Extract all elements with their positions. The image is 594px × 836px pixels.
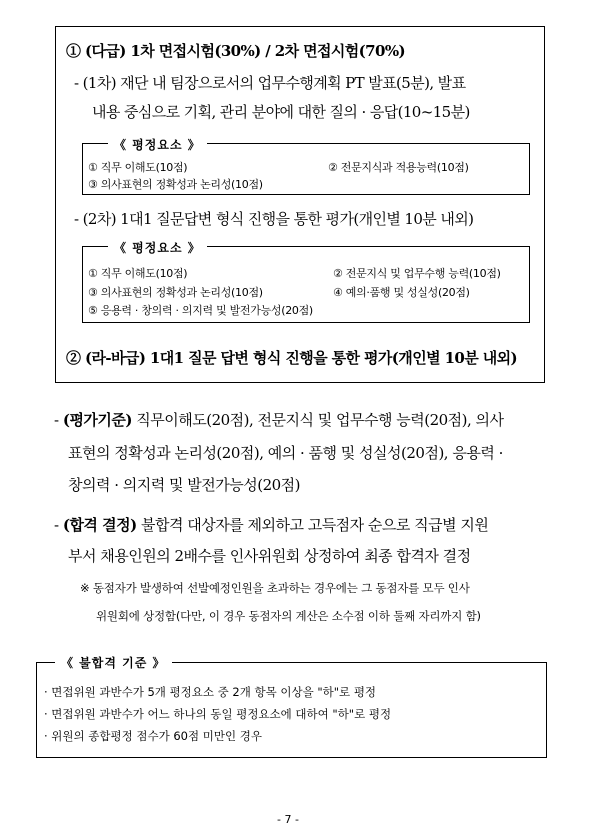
first-round-line2: 내용 중심으로 기획, 관리 분야에 대한 질의 · 응답(10~15분) (92, 103, 470, 121)
criteria1-item1: ① 직무 이해도(10점) (88, 161, 188, 174)
eval-label: (평가기준) (62, 411, 132, 429)
criteria1-item2: ② 전문지식과 적용능력(10점) (328, 161, 469, 174)
criteria2-item1: ① 직무 이해도(10점) (88, 267, 188, 280)
section2-heading: ② (라-바급) 1대1 질문 답변 형식 진행을 통한 평가(개인별 10분 내외) (66, 349, 518, 367)
fail-criteria-item1: · 면접위원 과반수가 5개 평정요소 중 2개 항목 이상을 "하"로 평정 (44, 685, 377, 699)
criteria1-item3: ③ 의사표현의 정확성과 논리성(10점) (88, 178, 263, 191)
page-number: - 7 - (277, 813, 299, 826)
eval-line2: 표현의 정확성과 논리성(20점), 예의 · 품행 및 성실성(20점), 응용력 · (68, 444, 503, 462)
criteria2-title: 《 평정요소 》 (108, 239, 207, 256)
pass-text1: 불합격 대상자를 제외하고 고득점자 순으로 직급별 지원 (136, 516, 489, 534)
fail-criteria-item3: · 위원의 종합평정 점수가 60점 미만인 경우 (44, 729, 262, 743)
fail-criteria-item2: · 면접위원 과반수가 어느 하나의 동일 평정요소에 대하여 "하"로 평정 (44, 707, 392, 721)
second-round-line: - (2차) 1대1 질문답변 형식 진행을 통한 평가(개인별 10분 내외) (74, 210, 474, 228)
criteria2-item4: ④ 예의·품행 및 성실성(20점) (333, 286, 470, 299)
criteria2-item3: ③ 의사표현의 정확성과 논리성(10점) (88, 286, 263, 299)
first-round-line1: - (1차) 재단 내 팀장으로서의 업무수행계획 PT 발표(5분), 발표 (74, 74, 466, 92)
pass-label: (합격 결정) (62, 516, 137, 534)
note-line1: ※ 동점자가 발생하여 선발예정인원을 초과하는 경우에는 그 동점자를 모두 인사 (80, 581, 470, 595)
criteria2-item2: ② 전문지식 및 업무수행 능력(10점) (333, 267, 501, 280)
criteria2-item5: ⑤ 응용력 · 창의력 · 의지력 및 발전가능성(20점) (88, 304, 313, 317)
section1-heading: ① (다급) 1차 면접시험(30%) / 2차 면접시험(70%) (66, 42, 406, 60)
eval-text1: 직무이해도(20점), 전문지식 및 업무수행 능력(20점), 의사 (132, 411, 504, 429)
eval-line3: 창의력 · 의지력 및 발전가능성(20점) (68, 476, 301, 494)
fail-criteria-title: 《 불합격 기준 》 (55, 654, 172, 671)
eval-line1: - (평가기준) 직무이해도(20점), 전문지식 및 업무수행 능력(20점), 의사 (54, 411, 504, 429)
criteria1-title: 《 평정요소 》 (108, 136, 207, 153)
pass-line1: - (합격 결정) 불합격 대상자를 제외하고 고득점자 순으로 직급별 지원 (54, 516, 489, 534)
pass-line2: 부서 채용인원의 2배수를 인사위원회 상정하여 최종 합격자 결정 (68, 547, 471, 565)
note-line2: 위원회에 상정함(다만, 이 경우 동점자의 계산은 소수점 이하 둘째 자리까지 함) (96, 609, 481, 623)
